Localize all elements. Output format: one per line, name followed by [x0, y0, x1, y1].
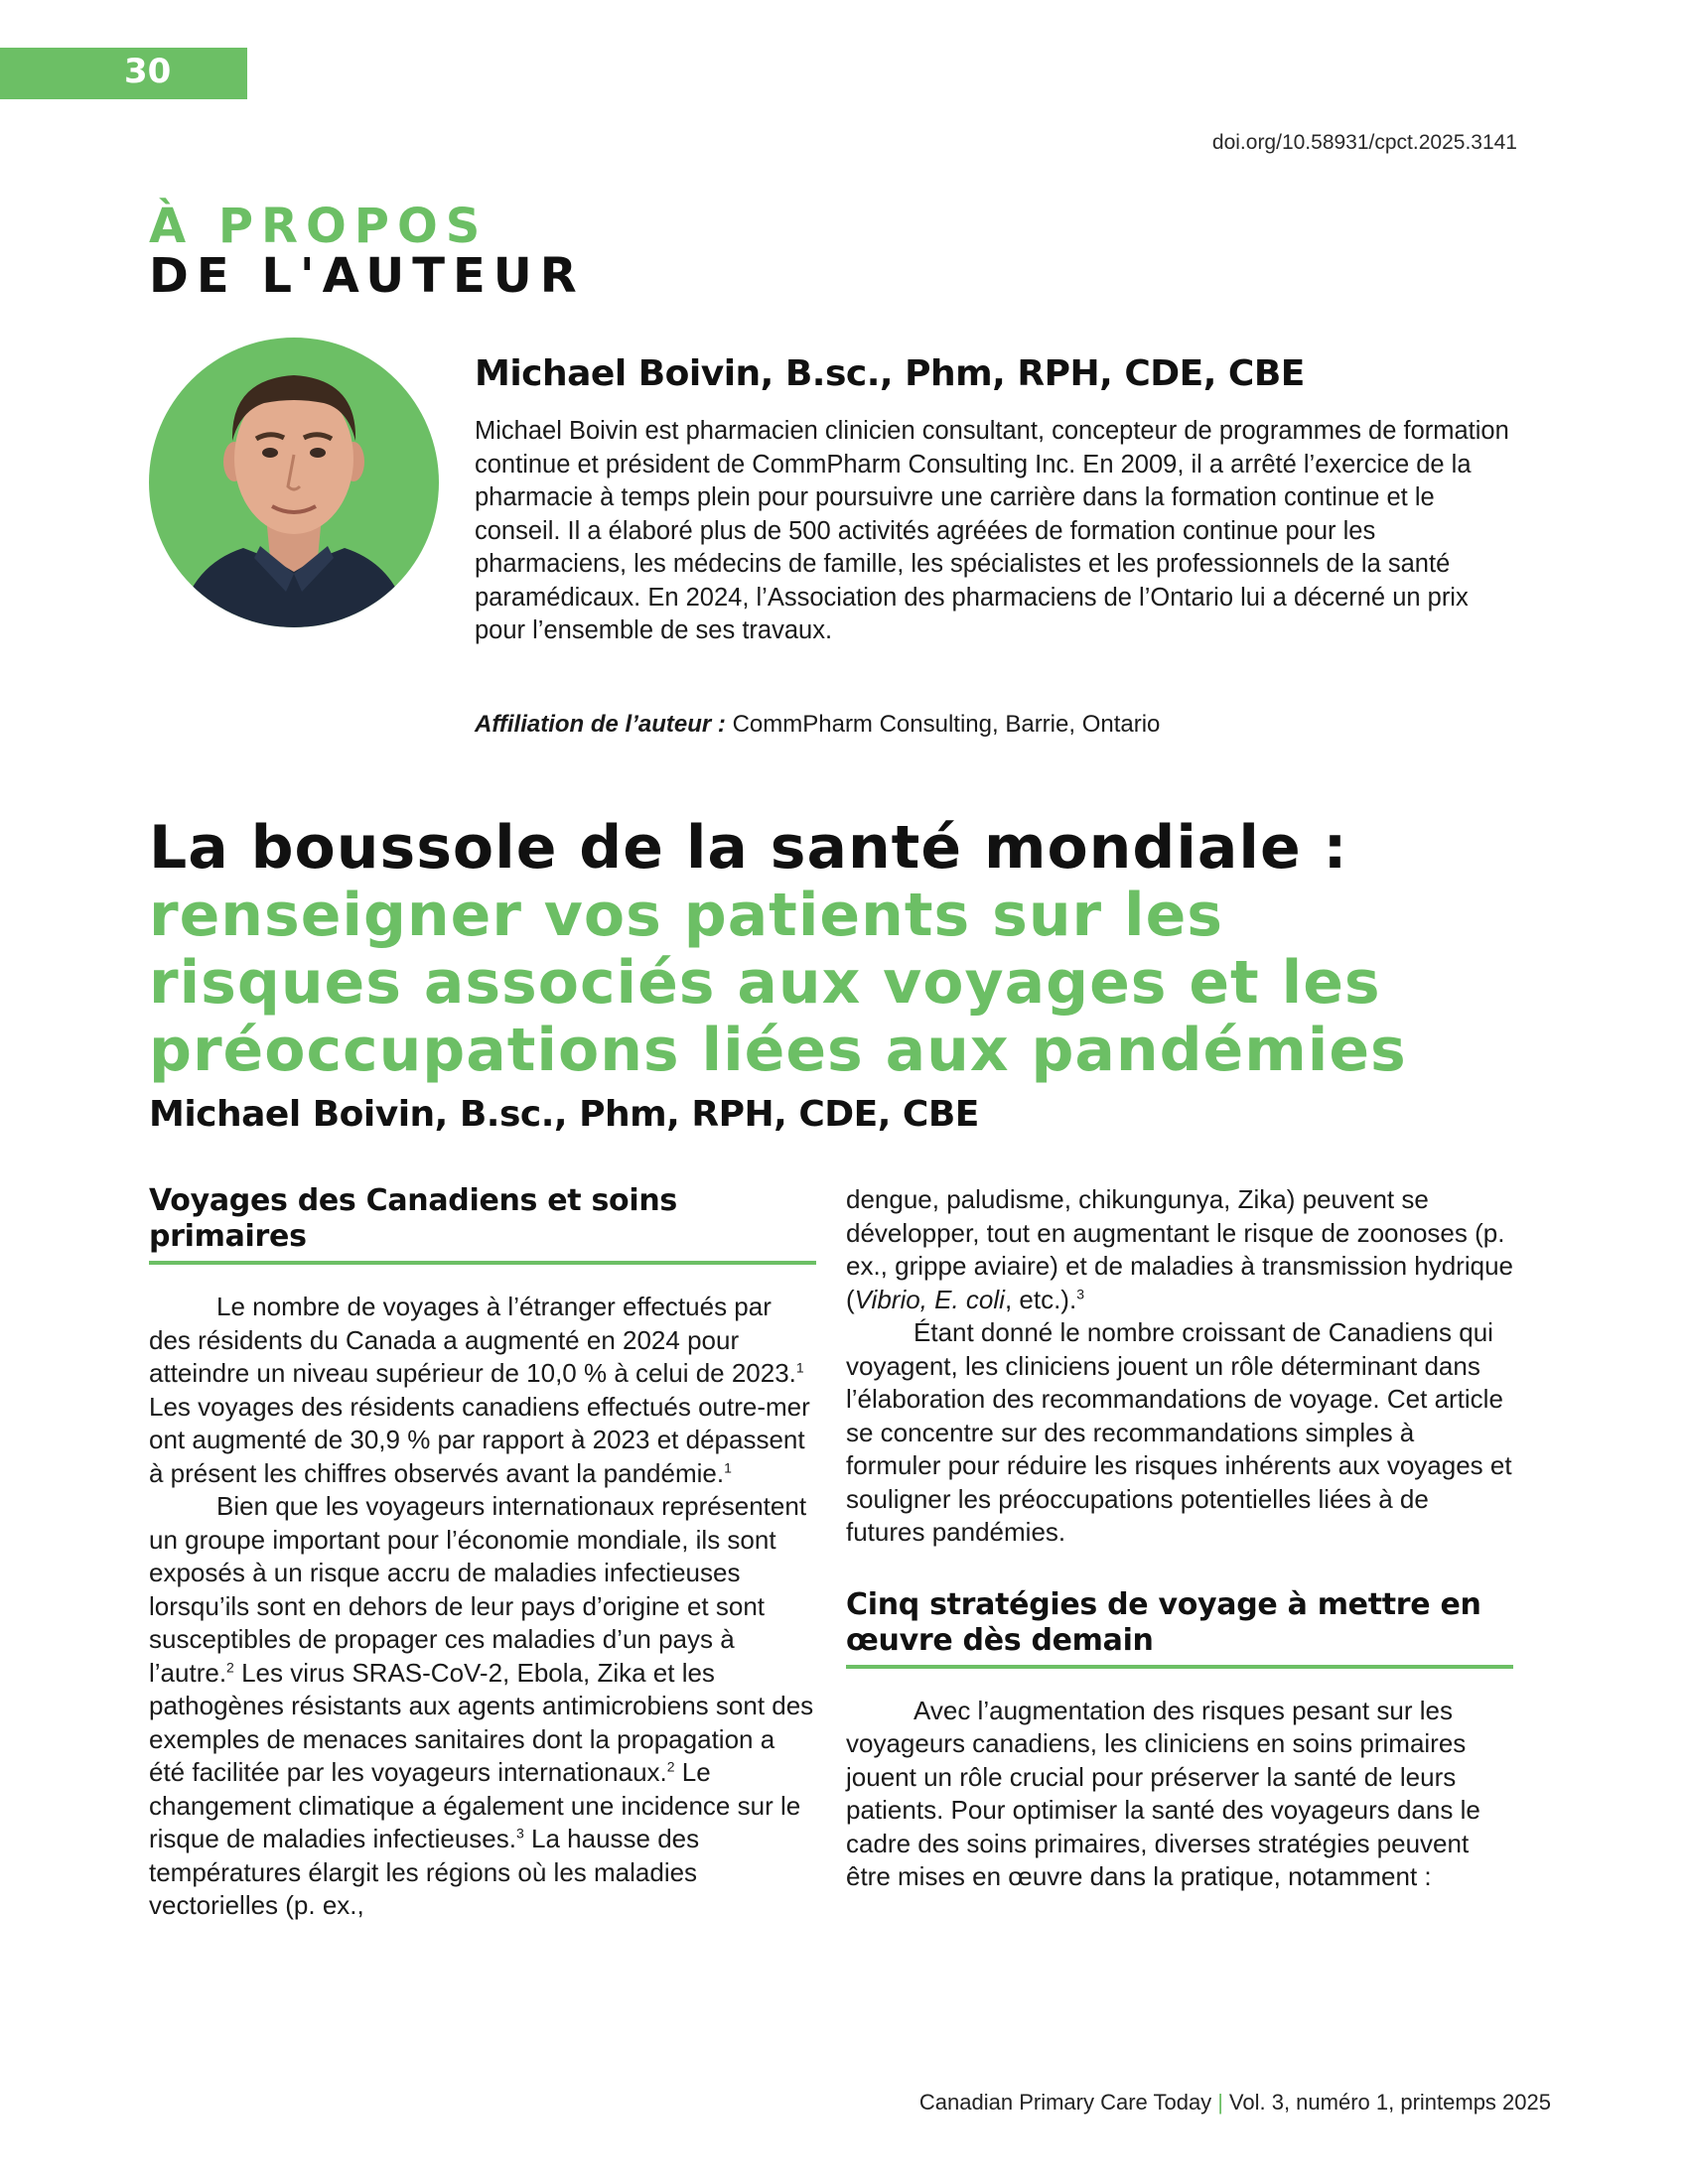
paragraph: Étant donné le nombre croissant de Canadiens qui voyagent, les cliniciens jouent un rôle déterminant dans l’élaboration des recommandations de voyage. Cet article se concentre sur des recommandations simples à formuler pour réduire les risques inhérents aux voyages et souligner les préoccupations potentielles liées à de futures pandémies.: [846, 1317, 1512, 1547]
left-column: [149, 1183, 816, 1923]
paragraph: dengue, paludisme, chikungunya, Zika) peuvent se développer, tout en augmentant le risque de zoonoses (p. ex., grippe aviaire) et de maladies à transmission hydrique (Vibrio, E. coli, etc.).$^3$: [846, 1184, 1514, 1314]
paragraph: Bien que les voyageurs internationaux représentent un groupe important pour l’économie mondiale, ils sont exposés à un risque accru de maladies infectieuses lorsqu’ils sont en dehors de leur pays d’origine et sont susceptibles de propager ces maladies d’un pays à l’autre.$^2$ Les virus SRAS-CoV-2, Ebola, Zika et les pathogènes résistants aux agents antimicrobiens sont des exemples de menaces sanitaires dont la propagation a été facilitée par les voyageurs internationaux.$^2$ Le changement climatique a également une incidence sur le risque de maladies infectieuses.$^3$ La hausse des températures élargit les régions où les maladies vectorielles (p. ex.,: [149, 1491, 814, 1920]
article-subtitle: [149, 882, 1407, 1084]
affiliation-label: Affiliation de l’auteur :: [475, 711, 726, 738]
doi-link[interactable]: doi.org/10.58931/cpct.2025.3141: [1211, 131, 1517, 154]
reference-marker[interactable]: 1: [724, 1458, 732, 1475]
page-footer: [919, 2090, 1551, 2116]
article-subtitle-line2: risques associés aux voyages et les: [149, 948, 1381, 1018]
article-title: La boussole de la santé mondiale :: [149, 813, 1348, 883]
right-column: [846, 1183, 1513, 1894]
paragraph: Le nombre de voyages à l’étranger effectués par des résidents du Canada a augmenté en 2024 pour atteindre un niveau supérieur de 10,0 % à celui de 2023.$^1$ Les voyages des résidents canadiens effectués outre-mer ont augmenté de 30,9 % par rapport à 2023 et dépassent à présent les chiffres observés avant la pandémie.$^1$: [149, 1292, 810, 1488]
footer-separator: |: [1217, 2090, 1223, 2115]
article-subtitle-line3: préoccupations liées aux pandémies: [149, 1016, 1407, 1085]
issue-info: Vol. 3, numéro 1, printemps 2025: [1228, 2090, 1551, 2115]
article-byline: Michael Boivin, B.sc., Phm, RPH, CDE, CBE: [149, 1094, 979, 1135]
author-photo: [149, 338, 439, 627]
page-number: 30: [124, 52, 172, 91]
author-portrait-illustration: [149, 338, 439, 627]
paragraph: Avec l’augmentation des risques pesant sur les voyageurs canadiens, les cliniciens en soins primaires jouent un rôle crucial pour préserver la santé de leurs patients. Pour optimiser la santé des voyageurs dans le cadre des soins primaires, diverses stratégies peuvent être mises en œuvre dans la pratique, notamment :: [846, 1695, 1480, 1891]
reference-marker[interactable]: 1: [795, 1359, 804, 1376]
reference-marker[interactable]: 2: [666, 1758, 675, 1775]
reference-marker[interactable]: 3: [515, 1825, 524, 1842]
affiliation-value: CommPharm Consulting, Barrie, Ontario: [725, 711, 1161, 738]
journal-name: Canadian Primary Care Today: [918, 2090, 1212, 2115]
section-heading-strategies: Cinq stratégies de voyage à mettre en œuvre dès demain: [846, 1587, 1513, 1669]
section-heading-voyages: Voyages des Canadiens et soins primaires: [149, 1183, 816, 1265]
article-subtitle-line1: renseigner vos patients sur les: [149, 881, 1223, 950]
reference-marker[interactable]: 2: [226, 1658, 234, 1675]
author-affiliation: [475, 711, 1160, 739]
author-name: Michael Boivin, B.sc., Phm, RPH, CDE, CBE: [475, 353, 1305, 394]
author-bio: Michael Boivin est pharmacien clinicien consultant, concepteur de programmes de formation continue et président de CommPharm Consulting Inc. En 2009, il a arrêté l’exercice de la pharmacie à temps plein pour poursuivre une carrière dans la formation continue et le conseil. Il a élaboré plus de 500 activités agréées de formation continue pour les pharmaciens, les médecins de famille, les spécialistes et les professionnels de la santé paramédicaux. En 2024, l’Association des pharmaciens de l’Ontario lui a décerné un prix pour l’ensemble de ses travaux.: [475, 417, 1509, 644]
about-heading-line2: DE L'AUTEUR: [149, 248, 585, 304]
reference-marker[interactable]: 3: [1076, 1285, 1084, 1301]
about-heading-line1: À PROPOS: [149, 199, 489, 254]
